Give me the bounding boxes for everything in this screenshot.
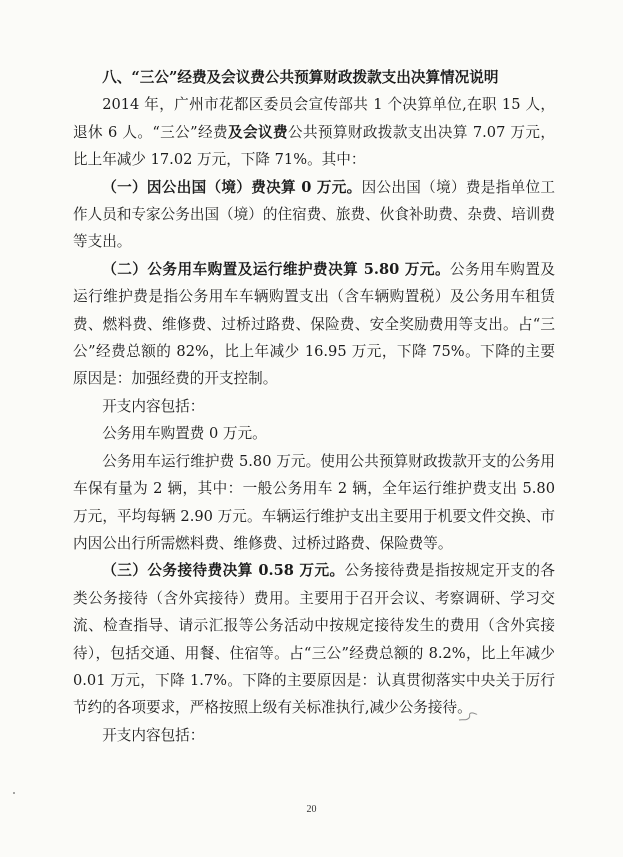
intro-text-1: 2014 年，广州市花都区委员会宣传部共 1 个决算单位,在职 15 人，退休 6 人。“三公”经费 <box>73 96 555 141</box>
intro-paragraph <box>73 91 555 173</box>
item1-heading: （一）因公出国（境）费决算 0 万元。 <box>102 178 362 196</box>
item3-heading: （三）公务接待费决算 0.58 万元。 <box>102 562 345 580</box>
scan-speck <box>13 792 15 794</box>
item2-operation-paragraph: 公务用车运行维护费 5.80 万元。使用公共预算财政拨款开支的公务用车保有量为 2 辆，其中：一般公务用车 2 辆，全年运行维护费支出 5.80 万元，平均每辆 2.90 万元。车辆运行维护支出主要用于机要文件交换、市内因公出行所需燃料费、维修费、过桥过路费、保险费等。 <box>73 452 555 552</box>
item2-paragraph <box>73 256 555 393</box>
item2-heading: （二）公务用车购置及运行维护费决算 5.80 万元。 <box>102 260 451 278</box>
intro-text-2: 公共预算财政拨款支出决算 7.07 万元，比上年减少 17.02 万元，下降 71%。其中： <box>73 123 555 169</box>
item3-paragraph <box>73 557 555 721</box>
document-body <box>73 64 555 749</box>
item1-text: 因公出国（境）费是指单位工作人员和专家公务出国（境）的住宿费、旅费、伙食补助费、杂费、培训费等支出。 <box>73 178 555 251</box>
intro-bold-text: 及会议费 <box>228 123 288 141</box>
pencil-mark <box>456 710 480 724</box>
item1-paragraph <box>73 174 555 256</box>
item3-contents-label: 开支内容包括： <box>102 726 205 744</box>
page-number: 20 <box>306 804 317 815</box>
section-heading: 八、“三公”经费及会议费公共预算财政拨款支出决算情况说明 <box>102 69 499 86</box>
item3-text: 公务接待费是指按规定开支的各类公务接待（含外宾接待）费用。主要用于召开会议、考察调研、学习交流、检查指导、请示汇报等公务活动中按规定接待发生的费用（含外宾接待），包括交通、用餐、住宿等。占“三公”经费总额的 8.2%，比上年减少 0.01 万元，下降 1.7%。下降的主要原因是：认真贯彻落实中央关于厉行节约的各项要求，严格按照上级有关标准执行,减少公务接待。 <box>73 562 555 717</box>
item2-purchase-paragraph: 公务用车购置费 0 万元。 <box>102 425 267 443</box>
item2-contents-label: 开支内容包括： <box>102 397 205 415</box>
item2-text: 公务用车购置及运行维护费是指公务用车车辆购置支出（含车辆购置税）及公务用车租赁费、燃料费、维修费、过桥过路费、保险费、安全奖励费用等支出。占“三公”经费总额的 82%，比上年减少 16.95 万元，下降 75%。下降的主要原因是：加强经费的开支控制。 <box>73 260 555 388</box>
